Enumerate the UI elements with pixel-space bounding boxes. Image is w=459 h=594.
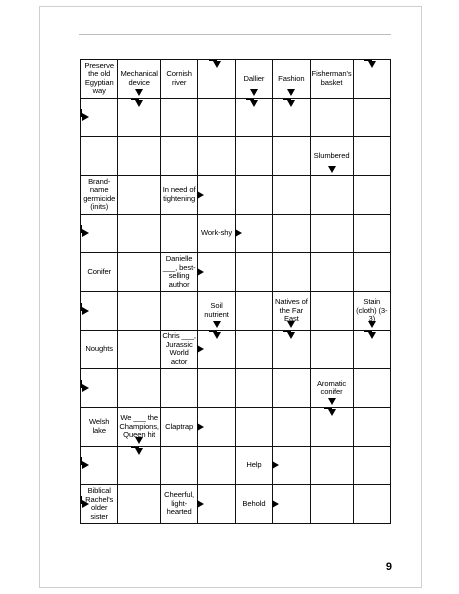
clue-text: Brand-name germicide (inits) (83, 176, 116, 212)
down-arrow-icon (135, 89, 143, 96)
clue-cell (311, 60, 354, 99)
answer-cell[interactable] (118, 215, 161, 254)
clue-text: Cheerful, light-hearted (164, 490, 195, 517)
answer-cell[interactable] (354, 408, 391, 447)
answer-cell[interactable] (81, 369, 118, 408)
clue-cell (236, 447, 273, 486)
answer-cell[interactable] (273, 176, 310, 215)
down-arrow-icon (287, 89, 295, 96)
answer-cell[interactable] (161, 137, 198, 176)
clue-cell (273, 292, 310, 331)
answer-cell[interactable] (354, 331, 391, 370)
answer-cell[interactable] (311, 292, 354, 331)
down-start-arrow-icon (328, 409, 336, 416)
down-start-arrow-icon (287, 100, 295, 107)
answer-cell[interactable] (198, 369, 235, 408)
answer-cell[interactable] (236, 408, 273, 447)
right-start-arrow-icon (82, 384, 89, 392)
clue-cell (81, 176, 118, 215)
clue-text: Natives of the Far East (274, 297, 308, 324)
answer-cell[interactable] (118, 176, 161, 215)
clue-text: Danielle ___, best-selling author (162, 254, 196, 289)
right-start-arrow-icon (82, 500, 89, 508)
clue-cell (161, 60, 198, 99)
right-start-arrow-icon (82, 113, 89, 121)
clue-text: Dallier (243, 73, 265, 83)
answer-cell[interactable] (161, 292, 198, 331)
right-arrow-icon (197, 191, 204, 199)
answer-cell[interactable] (236, 137, 273, 176)
answer-cell[interactable] (273, 369, 310, 408)
answer-cell[interactable] (118, 292, 161, 331)
clue-text: Chris ___, Jurassic World actor (162, 331, 196, 366)
answer-cell[interactable] (311, 485, 354, 524)
clue-text: Aromatic conifer (316, 378, 347, 397)
clue-cell (118, 60, 161, 99)
answer-cell[interactable] (161, 215, 198, 254)
answer-cell[interactable] (311, 447, 354, 486)
answer-cell[interactable] (236, 99, 273, 138)
answer-cell[interactable] (273, 215, 310, 254)
answer-cell[interactable] (118, 137, 161, 176)
clue-cell (81, 485, 118, 524)
answer-cell[interactable] (354, 137, 391, 176)
down-start-arrow-icon (213, 332, 221, 339)
answer-cell[interactable] (81, 99, 118, 138)
down-start-arrow-icon (135, 448, 143, 455)
clue-text: Behold (242, 498, 266, 508)
answer-cell[interactable] (161, 99, 198, 138)
answer-cell[interactable] (118, 253, 161, 292)
clue-text: Help (246, 460, 262, 470)
down-arrow-icon (287, 321, 295, 328)
answer-cell[interactable] (273, 137, 310, 176)
answer-cell[interactable] (81, 215, 118, 254)
answer-cell[interactable] (354, 369, 391, 408)
right-arrow-icon (197, 268, 204, 276)
answer-cell[interactable] (81, 292, 118, 331)
down-arrow-icon (135, 437, 143, 444)
answer-cell[interactable] (161, 447, 198, 486)
answer-cell[interactable] (198, 137, 235, 176)
answer-cell[interactable] (118, 447, 161, 486)
down-start-arrow-icon (368, 332, 376, 339)
clue-text: Claptrap (165, 421, 194, 431)
top-rule (79, 34, 391, 35)
clue-text: Welsh lake (88, 417, 110, 435)
down-arrow-icon (328, 398, 336, 405)
answer-cell[interactable] (354, 60, 391, 99)
clue-cell (198, 215, 235, 254)
clue-cell (198, 292, 235, 331)
clue-text: Slumbered (313, 150, 350, 160)
clue-text: Fisherman's basket (311, 69, 352, 87)
clue-cell (161, 331, 198, 370)
answer-cell[interactable] (81, 447, 118, 486)
down-start-arrow-icon (213, 61, 221, 68)
down-start-arrow-icon (287, 332, 295, 339)
answer-cell[interactable] (236, 331, 273, 370)
clue-cell (273, 60, 310, 99)
right-arrow-icon (272, 461, 279, 469)
clue-text: In need of tightening (162, 185, 196, 203)
down-arrow-icon (368, 321, 376, 328)
down-start-arrow-icon (250, 100, 258, 107)
clue-cell (81, 253, 118, 292)
clue-text: Conifer (87, 266, 112, 276)
answer-cell[interactable] (273, 99, 310, 138)
clue-cell (236, 485, 273, 524)
down-start-arrow-icon (135, 100, 143, 107)
answer-cell[interactable] (273, 331, 310, 370)
clue-text: Preserve the old Egyptian way (84, 60, 114, 96)
clue-text: We ___ the Champions, Queen hit (119, 413, 159, 440)
answer-cell[interactable] (236, 369, 273, 408)
right-arrow-icon (235, 229, 242, 237)
clue-text: Stain (cloth) (3-3) (356, 297, 388, 324)
answer-cell[interactable] (198, 99, 235, 138)
answer-cell[interactable] (354, 176, 391, 215)
answer-cell[interactable] (118, 331, 161, 370)
answer-cell[interactable] (81, 137, 118, 176)
clue-cell (161, 253, 198, 292)
answer-cell[interactable] (273, 253, 310, 292)
answer-cell[interactable] (354, 485, 391, 524)
down-arrow-icon (328, 166, 336, 173)
right-start-arrow-icon (82, 307, 89, 315)
clue-cell (161, 408, 198, 447)
clue-text: Fashion (278, 73, 305, 83)
clue-cell (161, 485, 198, 524)
clue-cell (311, 137, 354, 176)
clue-text: Biblical Rachel's older sister (85, 486, 114, 521)
answer-cell[interactable] (311, 99, 354, 138)
answer-cell[interactable] (161, 369, 198, 408)
clue-cell (236, 60, 273, 99)
clue-cell (81, 60, 118, 99)
clue-cell (118, 408, 161, 447)
clue-cell (161, 176, 198, 215)
answer-cell[interactable] (311, 331, 354, 370)
answer-cell[interactable] (311, 215, 354, 254)
clue-text: Mechanical device (120, 69, 158, 87)
answer-cell[interactable] (198, 447, 235, 486)
right-arrow-icon (197, 345, 204, 353)
right-arrow-icon (197, 423, 204, 431)
answer-cell[interactable] (236, 176, 273, 215)
clue-cell (311, 369, 354, 408)
down-arrow-icon (213, 321, 221, 328)
clue-cell (354, 292, 391, 331)
answer-cell[interactable] (118, 485, 161, 524)
answer-cell[interactable] (118, 369, 161, 408)
answer-cell[interactable] (118, 99, 161, 138)
clue-text: Soil nutrient (204, 301, 229, 319)
answer-cell[interactable] (354, 253, 391, 292)
answer-cell[interactable] (311, 408, 354, 447)
clue-text: Cornish river (166, 69, 192, 87)
answer-cell[interactable] (354, 215, 391, 254)
answer-cell[interactable] (354, 447, 391, 486)
clue-text: Noughts (85, 344, 113, 354)
clue-text: Work-shy (200, 228, 233, 238)
answer-cell[interactable] (311, 176, 354, 215)
answer-cell[interactable] (354, 99, 391, 138)
right-start-arrow-icon (82, 461, 89, 469)
clue-cell (81, 408, 118, 447)
down-arrow-icon (250, 89, 258, 96)
answer-cell[interactable] (198, 60, 235, 99)
down-start-arrow-icon (368, 61, 376, 68)
page-number: 9 (385, 561, 392, 573)
clue-cell (81, 331, 118, 370)
crossword-grid (80, 59, 391, 524)
answer-cell[interactable] (311, 253, 354, 292)
right-arrow-icon (272, 500, 279, 508)
answer-cell[interactable] (273, 408, 310, 447)
right-start-arrow-icon (82, 229, 89, 237)
answer-cell[interactable] (236, 292, 273, 331)
right-arrow-icon (197, 500, 204, 508)
answer-cell[interactable] (236, 253, 273, 292)
